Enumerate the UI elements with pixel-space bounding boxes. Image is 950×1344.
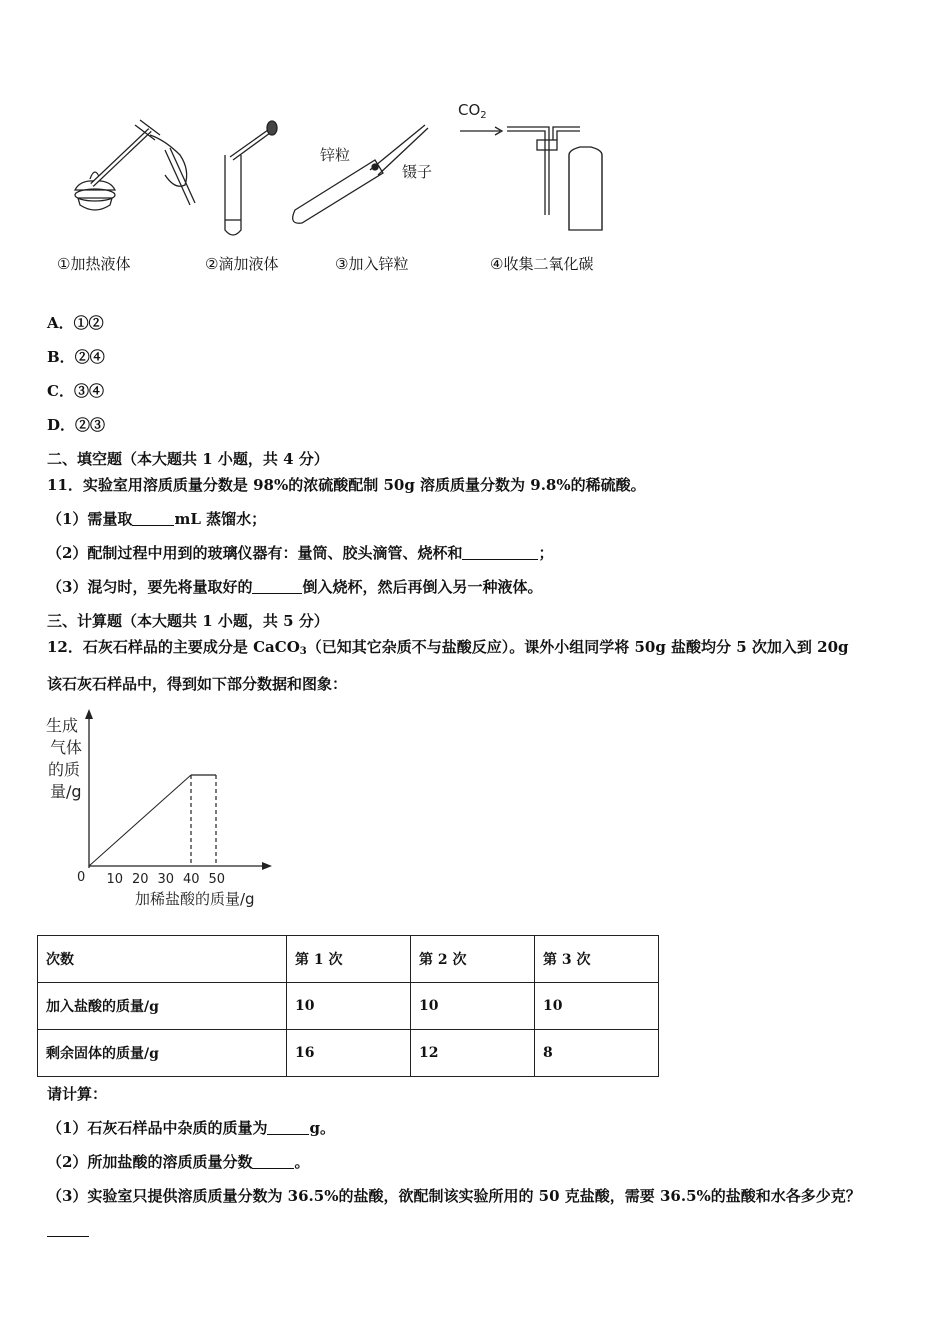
y-label-1: 生成 (46, 716, 79, 735)
table-header-cell: 第 1 次 (287, 936, 411, 983)
q11-part2: （2）配制过程中用到的玻璃仪器有：量筒、胶头滴管、烧杯和 ； (47, 544, 554, 562)
caption-heating-liquid: ①加热液体 (57, 255, 131, 273)
x-tick-label: 30 (157, 872, 175, 887)
apparatus-figure (40, 95, 640, 245)
table-cell: 10 (411, 983, 535, 1030)
q12-ask: 请计算： (47, 1085, 108, 1103)
co2-label: $CO_2$ (458, 101, 487, 121)
table-cell: 8 (535, 1030, 659, 1077)
table-header-cell: 第 3 次 (535, 936, 659, 983)
q11-stem: 11．实验室用溶质质量分数是 98%的浓硫酸配制 50g 溶质质量分数为 9.8%的稀硫酸。 (47, 476, 646, 494)
caption-collecting-co2: ④收集二氧化碳 (490, 255, 594, 273)
q12-stem-2: 该石灰石样品中，得到如下部分数据和图象： (47, 675, 348, 693)
x-tick-label: 20 (132, 872, 149, 887)
table-header-cell: 第 2 次 (411, 936, 535, 983)
q12-blank-2[interactable] (252, 1154, 294, 1169)
q12-part1: （1）石灰石样品中杂质的质量为 g。 (47, 1119, 335, 1137)
table-row (38, 1030, 659, 1077)
gas-bottle-drawing (507, 127, 602, 230)
q11-blank-1[interactable] (132, 511, 174, 526)
dropper-drawing (225, 121, 277, 235)
x-tick-label: 40 (183, 872, 200, 887)
x-tick-label: 10 (106, 872, 124, 887)
table-cell: 12 (411, 1030, 535, 1077)
caption-dropping-liquid: ②滴加液体 (205, 255, 279, 273)
gas-mass-graph (40, 703, 280, 913)
table-row (38, 983, 659, 1030)
y-label-2: 气体 (50, 738, 83, 757)
caption-adding-zinc: ③加入锌粒 (335, 255, 409, 273)
tweezers-label: 镊子 (402, 163, 433, 181)
table-cell: 剩余固体的质量/g (38, 1030, 287, 1077)
x-axis-arrow (262, 862, 272, 870)
table-cell: 16 (287, 1030, 411, 1077)
table-cell: 10 (535, 983, 659, 1030)
section-3-heading: 三、计算题（本大题共 1 小题，共 5 分） (47, 612, 329, 630)
table-cell: 10 (287, 983, 411, 1030)
table-cell: 加入盐酸的质量/g (38, 983, 287, 1030)
x-axis-label: 加稀盐酸的质量/g (135, 890, 255, 908)
data-table (37, 935, 659, 1077)
origin-label: 0 (77, 870, 86, 885)
q12-part3: （3）实验室只提供溶质质量分数为 36.5%的盐酸，欲配制该实验所用的 50 克盐酸，需要 36.5%的盐酸和水各多少克？ (47, 1187, 861, 1205)
option-d[interactable]: D．②③ (47, 416, 106, 434)
y-label-3: 的质 (48, 760, 81, 779)
x-tick-label: 50 (208, 872, 226, 887)
q12-part2: （2）所加盐酸的溶质质量分数 。 (47, 1153, 310, 1171)
q11-part3: （3）混匀时，要先将量取好的 倒入烧杯，然后再倒入另一种液体。 (47, 578, 543, 596)
y-label-4: 量/g (50, 782, 82, 801)
section-2-heading: 二、填空题（本大题共 1 小题，共 4 分） (47, 450, 329, 468)
table-header-row (38, 936, 659, 983)
q11-blank-3[interactable] (252, 579, 302, 594)
heating-liquid-drawing (75, 120, 195, 210)
option-c[interactable]: C．③④ (47, 382, 104, 400)
zinc-label: 锌粒 (320, 146, 351, 164)
rising-line (89, 775, 191, 866)
answer-blank-line[interactable] (47, 1236, 89, 1237)
q11-part1: （1）需量取 mL 蒸馏水； (47, 510, 267, 528)
table-header-cell: 次数 (38, 936, 287, 983)
q11-blank-2[interactable] (462, 545, 538, 560)
option-a[interactable]: A．①② (47, 314, 104, 332)
option-b[interactable]: B．②④ (47, 348, 105, 366)
q12-stem: 12．石灰石样品的主要成分是 CaCO$_3$（已知其它杂质不与盐酸反应）。课外小组同学将 50g 盐酸均分 5 次加入到 20g (47, 638, 849, 657)
q12-blank-1[interactable] (267, 1120, 309, 1135)
y-axis-arrow (85, 709, 93, 719)
